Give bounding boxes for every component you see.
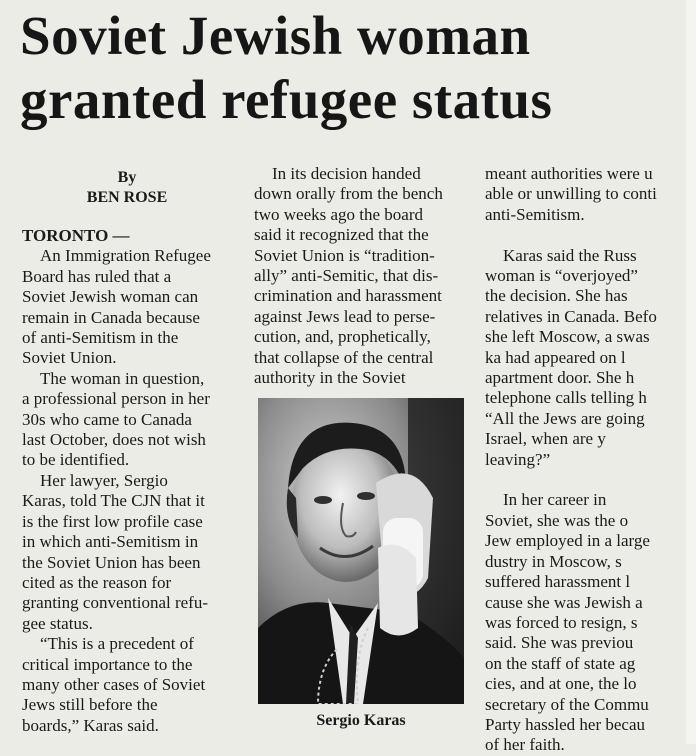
text-line: was forced to resign, s xyxy=(485,612,638,632)
text-line: on the staff of state ag xyxy=(485,653,636,673)
text-line: Jew employed in a large xyxy=(485,531,650,551)
text-line: Soviet, she was the o xyxy=(485,510,629,530)
text-line: down orally from the bench xyxy=(254,184,443,204)
text-line: Soviet Union. xyxy=(22,348,117,368)
text-line: she left Moscow, a swas xyxy=(485,327,650,347)
text-line: 30s who came to Canada xyxy=(22,409,192,429)
photo-caption: Sergio Karas xyxy=(316,712,406,729)
text-line: Her lawyer, Sergio xyxy=(40,470,168,490)
text-line: suffered harassment l xyxy=(485,572,631,592)
text-line: telephone calls telling h xyxy=(485,388,647,408)
text-line: Israel, when are y xyxy=(485,429,606,449)
text-line: of anti-Semitism in the xyxy=(22,328,179,348)
column-2-body xyxy=(254,164,468,388)
text-line: is the first low profile case xyxy=(22,511,203,531)
text-line: last October, does not wish xyxy=(22,430,206,450)
column-3 xyxy=(485,164,685,756)
text-line: The woman in question, xyxy=(40,368,205,388)
text-line: cution, and, prophetically, xyxy=(254,327,431,347)
text-line: relatives in Canada. Befo xyxy=(485,306,657,326)
headline xyxy=(20,4,680,132)
text-line: cies, and at one, the lo xyxy=(485,674,637,694)
text-line: Board has ruled that a xyxy=(22,266,172,286)
text-line: dustry in Moscow, s xyxy=(485,551,622,571)
text-line: gee status. xyxy=(22,613,93,633)
text-line: remain in Canada because xyxy=(22,307,200,327)
text-line: ka had appeared on l xyxy=(485,347,626,367)
headline-line-2: granted refugee status xyxy=(20,69,553,130)
text-line: of her faith. xyxy=(485,735,565,755)
text-line: anti-Semitism. xyxy=(485,204,585,224)
text-line: many other cases of Soviet xyxy=(22,674,206,694)
text-line: In her career in xyxy=(503,490,607,510)
text-line: ally” anti-Semitic, that dis- xyxy=(254,266,439,286)
headline-line-1: Soviet Jewish woman xyxy=(20,5,531,66)
text-line: granting conventional refu- xyxy=(22,593,208,613)
column-1 xyxy=(22,164,232,736)
text-line xyxy=(485,225,685,245)
page-edge xyxy=(686,0,696,744)
text-line: cause she was Jewish a xyxy=(485,592,643,612)
column-3-body xyxy=(485,164,685,756)
column-2 xyxy=(254,164,468,388)
text-line: authority in the Soviet xyxy=(254,368,406,388)
portrait-photo xyxy=(258,398,464,704)
text-line: said. She was previou xyxy=(485,633,634,653)
text-line: boards,” Karas said. xyxy=(22,715,159,735)
text-line: leaving?” xyxy=(485,449,551,469)
text-line: “All the Jews are going xyxy=(485,408,645,428)
text-line: able or unwilling to conti xyxy=(485,184,657,204)
text-line: “This is a precedent of xyxy=(40,634,194,654)
text-line: woman is “overjoyed” xyxy=(485,266,638,286)
text-line: meant authorities were u xyxy=(485,164,653,183)
byline-by: By xyxy=(117,169,137,186)
column-1-body xyxy=(22,246,232,736)
text-line: to be identified. xyxy=(22,450,130,470)
text-line: cited as the reason for xyxy=(22,572,172,592)
text-line: against Jews lead to perse- xyxy=(254,306,436,326)
text-line: An Immigration Refugee xyxy=(40,246,211,266)
text-line: the decision. She has xyxy=(485,286,628,306)
text-line: the Soviet Union has been xyxy=(22,552,201,572)
text-line: Karas said the Russ xyxy=(503,245,637,265)
byline-author: BEN ROSE xyxy=(86,189,168,206)
text-line: Soviet Jewish woman can xyxy=(22,287,199,307)
text-line: critical importance to the xyxy=(22,654,193,674)
text-line: apartment door. She h xyxy=(485,368,635,388)
text-line: that collapse of the central xyxy=(254,347,434,367)
text-line: Jews still before the xyxy=(22,695,158,715)
text-line: secretary of the Commu xyxy=(485,694,649,714)
text-line: two weeks ago the board xyxy=(254,204,424,224)
text-line: Party hassled her becau xyxy=(485,714,646,734)
dateline: TORONTO — xyxy=(22,226,130,245)
text-line: crimination and harassment xyxy=(254,286,442,306)
text-line xyxy=(485,470,685,490)
text-line: In its decision handed xyxy=(272,164,421,183)
text-line: said it recognized that the xyxy=(254,225,429,245)
portrait-illustration xyxy=(258,398,464,704)
text-line: a professional person in her xyxy=(22,389,210,409)
text-line: Karas, told The CJN that it xyxy=(22,491,205,511)
text-line: Soviet Union is “tradition- xyxy=(254,245,435,265)
text-line: in which anti-Semitism in xyxy=(22,532,199,552)
